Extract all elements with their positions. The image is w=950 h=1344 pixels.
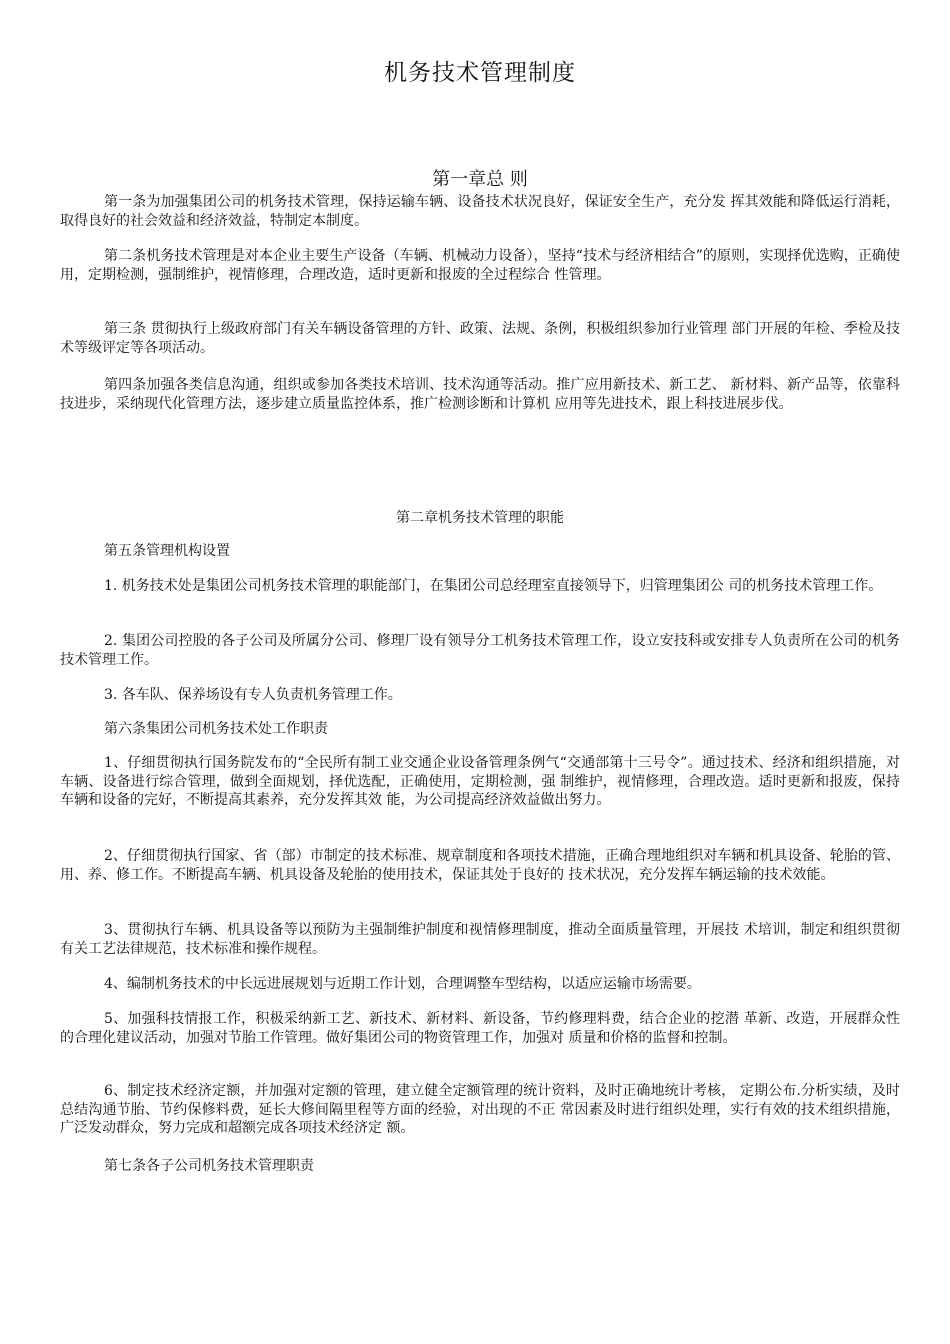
article-7-heading: 第七条各子公司机务技术管理职责 <box>104 1158 314 1174</box>
chapter-1-heading: 第一章总 则 <box>432 169 528 190</box>
article-6-item-6: 6、制定技术经济定额，并加强对定额的管理，建立健全定额管理的统计资料，及时正确地统计考核， 定期公布.分析实绩，及时总结沟通节胎、节约保修料费，延长大修间隔里程等方面的经验，对出现的不正 常因素及时进行组织处理，实行有效的技术组织措施，广泛发动群众，努力完成和超额完成各项技术经济定 额。 <box>60 1083 900 1136</box>
article-5-item-2: 2. 集团公司控股的各子公司及所属分公司、修理厂设有领导分工机务技术管理工作，设立安技科或安排专人负责所在公司的机务技术管理工作。 <box>60 633 900 668</box>
article-4: 第四条加强各类信息沟通，组织或参加各类技术培训、技术沟通等活动。推广应用新技术、新工艺、 新材料、新产品等，依靠科技进步，采纳现代化管理方法，逐步建立质量监控体系，推广检测诊断和计算机 应用等先进技术，跟上科技进展步伐。 <box>60 377 900 412</box>
article-3: 第三条 贯彻执行上级政府部门有关车辆设备管理的方针、政策、法规、条例，积极组织参加行业管理 部门开展的年检、季检及技术等级评定等各项活动。 <box>60 321 900 356</box>
article-5-heading: 第五条管理机构设置 <box>104 543 230 559</box>
article-6-heading: 第六条集团公司机务技术处工作职责 <box>104 721 328 737</box>
article-5-item-1: 1. 机务技术处是集团公司机务技术管理的职能部门，在集团公司总经理室直接领导下，归管理集团公 司的机务技术管理工作。 <box>104 578 883 594</box>
article-1: 第一条为加强集团公司的机务技术管理，保持运输车辆、设备技术状况良好，保证安全生产，充分发 挥其效能和降低运行消耗，取得良好的社会效益和经济效益，特制定本制度。 <box>60 194 900 229</box>
article-6-item-1: 1、仔细贯彻执行国务院发布的“全民所有制工业交通企业设备管理条例气“交通部第十三号令”。通过技术、经济和组织措施，对车辆、设备进行综合管理，做到全面规划，择优选配，正确使用，定期检测，强 制维护，视情修理，合理改造。适时更新和报废，保持车辆和设备的完好，不断提高其素养，充分发挥其效 能，为公司提高经济效益做出努力。 <box>60 755 900 808</box>
article-6-item-2: 2、仔细贯彻执行国家、省（部）市制定的技术标准、规章制度和各项技术措施，正确合理地组织对车辆和机具设备、轮胎的管、用、养、修工作。不断提高车辆、机具设备及轮胎的使用技术，保证其处于良好的 技术状况，充分发挥车辆运输的技术效能。 <box>60 848 900 883</box>
chapter-2-heading: 第二章机务技术管理的职能 <box>396 510 564 526</box>
article-6-item-3: 3、贯彻执行车辆、机具设备等以预防为主强制维护制度和视情修理制度，推动全面质量管理，开展技 术培训，制定和组织贯彻有关工艺法律规范，技术标准和操作规程。 <box>60 922 900 957</box>
document-title: 机务技术管理制度 <box>384 60 576 86</box>
article-2: 第二条机务技术管理是对本企业主要生产设备（车辆、机械动力设备），坚持“技术与经济相结合”的原则，实现择优选购，正确使用，定期检测，强制维护，视情修理，合理改造，适时更新和报废的全过程综合 性管理。 <box>60 248 900 283</box>
article-5-item-3: 3. 各车队、保养场设有专人负责机务管理工作。 <box>104 687 402 703</box>
article-6-item-4: 4、编制机务技术的中长远进展规划与近期工作计划，合理调整车型结构，以适应运输市场需要。 <box>104 976 701 992</box>
article-6-item-5: 5、加强科技情报工作，积极采纳新工艺、新技术、新材料、新设备，节约修理料费，结合企业的挖潜 革新、改造，开展群众性的合理化建议活动，加强对节胎工作管理。做好集团公司的物资管理工作，加强对 质量和价格的监督和控制。 <box>60 1011 900 1046</box>
